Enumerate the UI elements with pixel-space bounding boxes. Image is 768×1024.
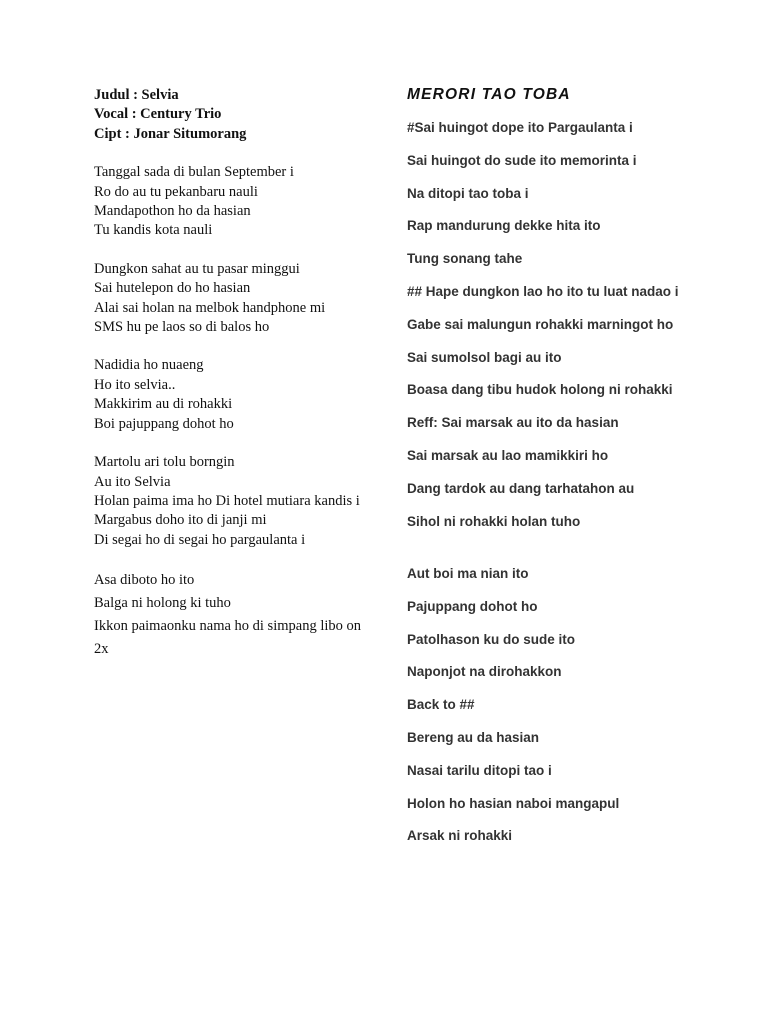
lyric-line: Sai marsak au lao mamikkiri ho	[407, 447, 609, 463]
song-title: MERORI TAO TOBA	[407, 86, 571, 103]
lyric-line: Sai huingot do sude ito memorinta i	[407, 152, 637, 168]
lyric-line: Ho ito selvia..	[94, 376, 176, 393]
lyric-line: Asa diboto ho ito	[94, 572, 195, 589]
lyric-line: Na ditopi tao toba i	[407, 185, 529, 201]
lyric-line: Alai sai holan na melbok handphone mi	[94, 299, 326, 316]
lyric-line: Dungkon sahat au tu pasar minggui	[94, 260, 300, 277]
lyric-line: Arsak ni rohakki	[407, 828, 513, 844]
lyric-line: Au ito Selvia	[94, 473, 171, 490]
lyric-line: Nadidia ho nuaeng	[94, 357, 204, 374]
lyric-line: ## Hape dungkon lao ho ito tu luat nadao i	[407, 283, 679, 299]
lyric-line: Boasa dang tibu hudok holong ni rohakki	[407, 382, 673, 398]
lyric-line: Tu kandis kota nauli	[94, 222, 213, 239]
composer-line: Cipt : Jonar Situmorang	[94, 125, 247, 142]
song-title-line: Judul : Selvia	[94, 87, 179, 103]
lyric-line: Pajuppang dohot ho	[407, 598, 538, 614]
lyric-line: Holon ho hasian naboi mangapul	[407, 795, 620, 811]
lyric-line: Makkirim au di rohakki	[94, 396, 233, 413]
lyric-line: Ro do au tu pekanbaru nauli	[94, 183, 258, 200]
lyric-line: Bereng au da hasian	[407, 730, 540, 746]
stanza-3	[94, 356, 364, 434]
lyric-line: Sai sumolsol bagi au ito	[407, 349, 562, 365]
lyric-line: Sihol ni rohakki holan tuho	[407, 513, 581, 529]
vocal-line: Vocal : Century Trio	[94, 106, 222, 123]
lyric-line: SMS hu pe laos so di balos ho	[94, 319, 270, 336]
lyric-line: Holan paima ima ho Di hotel mutiara kandis i	[94, 492, 360, 509]
song-header	[94, 86, 364, 144]
lyric-line: Naponjot na dirohakkon	[407, 664, 562, 680]
lyric-line: Rap mandurung dekke hita ito	[407, 218, 601, 234]
lyrics-selvia	[94, 86, 364, 661]
stanza-5	[94, 569, 364, 661]
lyric-line: Reff: Sai marsak au ito da hasian	[407, 415, 619, 431]
lyric-line: Di segai ho di segai ho pargaulanta i	[94, 531, 306, 548]
stanza-1	[94, 163, 364, 241]
lyric-line: Mandapothon ho da hasian	[94, 203, 251, 220]
stanza-2	[94, 260, 364, 338]
lyrics-merori-tao-toba	[407, 86, 697, 859]
lyric-line: Sai hutelepon do ho hasian	[94, 280, 251, 297]
lyric-line: Gabe sai malungun rohakki marningot ho	[407, 316, 674, 332]
lyric-line: Martolu ari tolu borngin	[94, 454, 235, 471]
lyric-line: Aut boi ma nian ito	[407, 566, 529, 582]
lyric-line: Boi pajuppang dohot ho	[94, 415, 234, 432]
lyric-line: Margabus doho ito di janji mi	[94, 512, 267, 529]
lyric-line: Ikkon paimaonku nama ho di simpang libo on 2x	[94, 618, 362, 658]
stanza-4	[94, 453, 364, 550]
lyric-line: Nasai tarilu ditopi tao i	[407, 762, 552, 778]
lyric-line: Tung sonang tahe	[407, 251, 523, 267]
lyric-line: Patolhason ku do sude ito	[407, 631, 576, 647]
lyric-line: Balga ni holong ki tuho	[94, 595, 231, 612]
lyric-line: Tanggal sada di bulan September i	[94, 164, 294, 181]
lyric-line: Back to ##	[407, 697, 475, 713]
lyric-line: Dang tardok au dang tarhatahon au	[407, 480, 635, 496]
lyric-line: #Sai huingot dope ito Pargaulanta i	[407, 120, 633, 135]
